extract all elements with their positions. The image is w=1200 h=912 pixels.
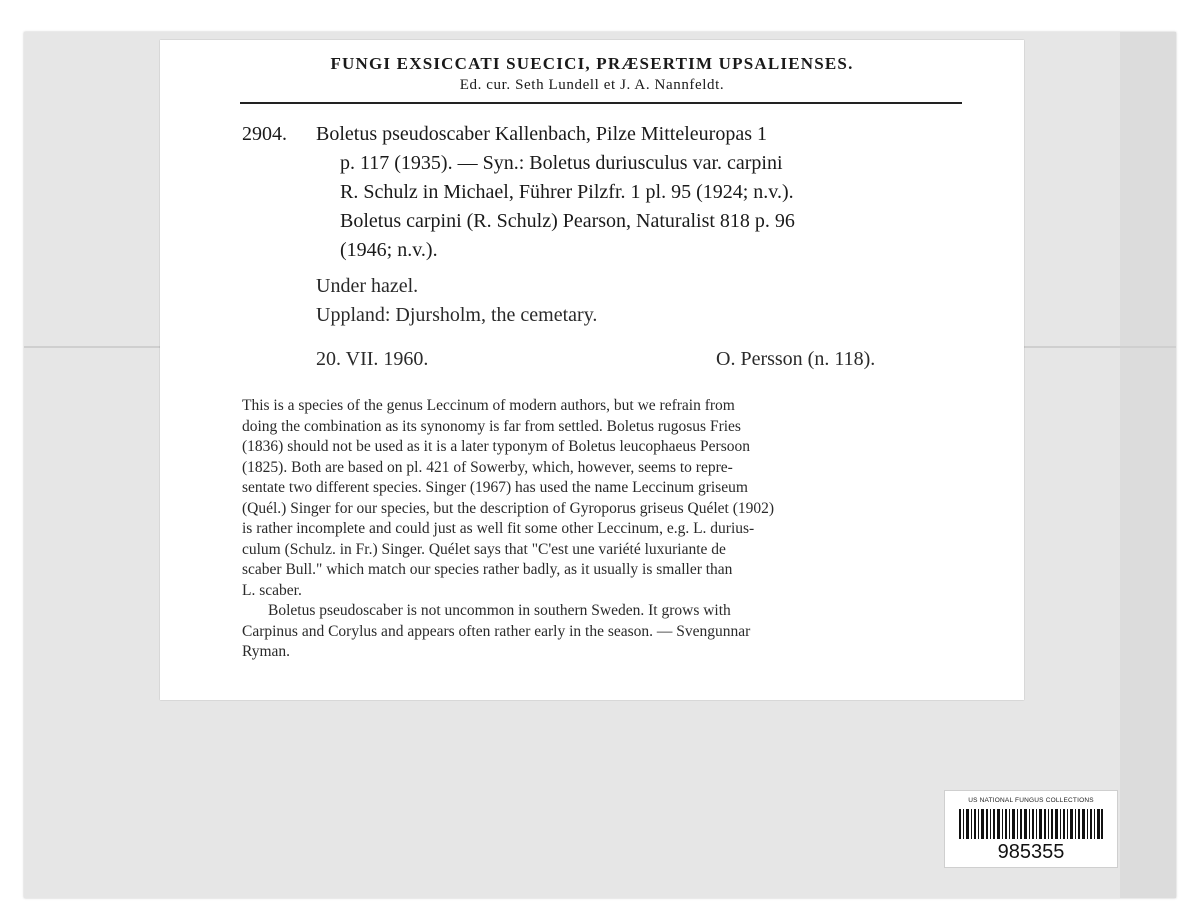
collector-name: O. Persson (n. 118). (716, 348, 876, 370)
note-line: doing the combination as its synonomy is far from settled. Boletus rugosus Fries (242, 417, 741, 435)
note-line: sentate two different species. Singer (1967) has used the name Leccinum griseum (242, 479, 748, 496)
locality-text: Uppland: Djursholm, the cemetary. (316, 304, 598, 326)
taxonomic-note (242, 396, 962, 663)
note-line: (Quél.) Singer for our species, but the description of Gyroporus griseus Quélet (1902) (242, 499, 775, 517)
label-title: FUNGI EXSICCATI SUECICI, PRÆSERTIM UPSALIENSES. (330, 54, 854, 73)
citation-line: Boletus pseudoscaber Kallenbach, Pilze Mitteleuropas 1 (316, 123, 767, 145)
header-divider (240, 102, 962, 104)
citation-line: (1946; n.v.). (340, 239, 438, 261)
note-line: This is a species of the genus Leccinum of modern authors, but we refrain from (242, 397, 735, 414)
habitat-block (316, 272, 956, 330)
specimen-label (160, 40, 1024, 700)
barcode-icon (959, 809, 1103, 839)
barcode-number: 985355 (997, 841, 1065, 863)
exsiccata-number: 2904. (242, 123, 287, 145)
packet-side-flap (1120, 32, 1176, 898)
note-line: is rather incomplete and could just as well fit some other Leccinum, e.g. L. durius- (242, 520, 755, 537)
note-line: L. scaber. (242, 581, 302, 599)
citation-line: Boletus carpini (R. Schulz) Pearson, Naturalist 818 p. 96 (340, 210, 795, 232)
note-line: culum (Schulz. in Fr.) Singer. Quélet says that "C'est une variété luxuriante de (242, 540, 726, 558)
species-citation (316, 120, 972, 265)
note-line: Ryman. (242, 643, 291, 660)
label-editors: Ed. cur. Seth Lundell et J. A. Nannfeldt. (459, 77, 725, 93)
barcode-label (944, 790, 1118, 868)
citation-line: R. Schulz in Michael, Führer Pilzfr. 1 pl. 95 (1924; n.v.). (340, 181, 794, 203)
note-line: Carpinus and Corylus and appears often rather early in the season. — Svengunnar (242, 622, 751, 640)
note-line: scaber Bull." which match our species rather badly, as it usually is smaller than (242, 561, 733, 578)
citation-line: p. 117 (1935). — Syn.: Boletus duriusculus var. carpini (340, 152, 783, 174)
note-line: (1825). Both are based on pl. 421 of Sowerby, which, however, seems to repre- (242, 458, 733, 476)
note-line: Boletus pseudoscaber is not uncommon in southern Sweden. It grows with (268, 602, 731, 619)
barcode-institution: US NATIONAL FUNGUS COLLECTIONS (968, 797, 1094, 804)
collection-date: 20. VII. 1960. (316, 348, 429, 370)
note-line: (1836) should not be used as it is a later typonym of Boletus leucophaeus Persoon (242, 438, 750, 455)
habitat-text: Under hazel. (316, 275, 419, 297)
